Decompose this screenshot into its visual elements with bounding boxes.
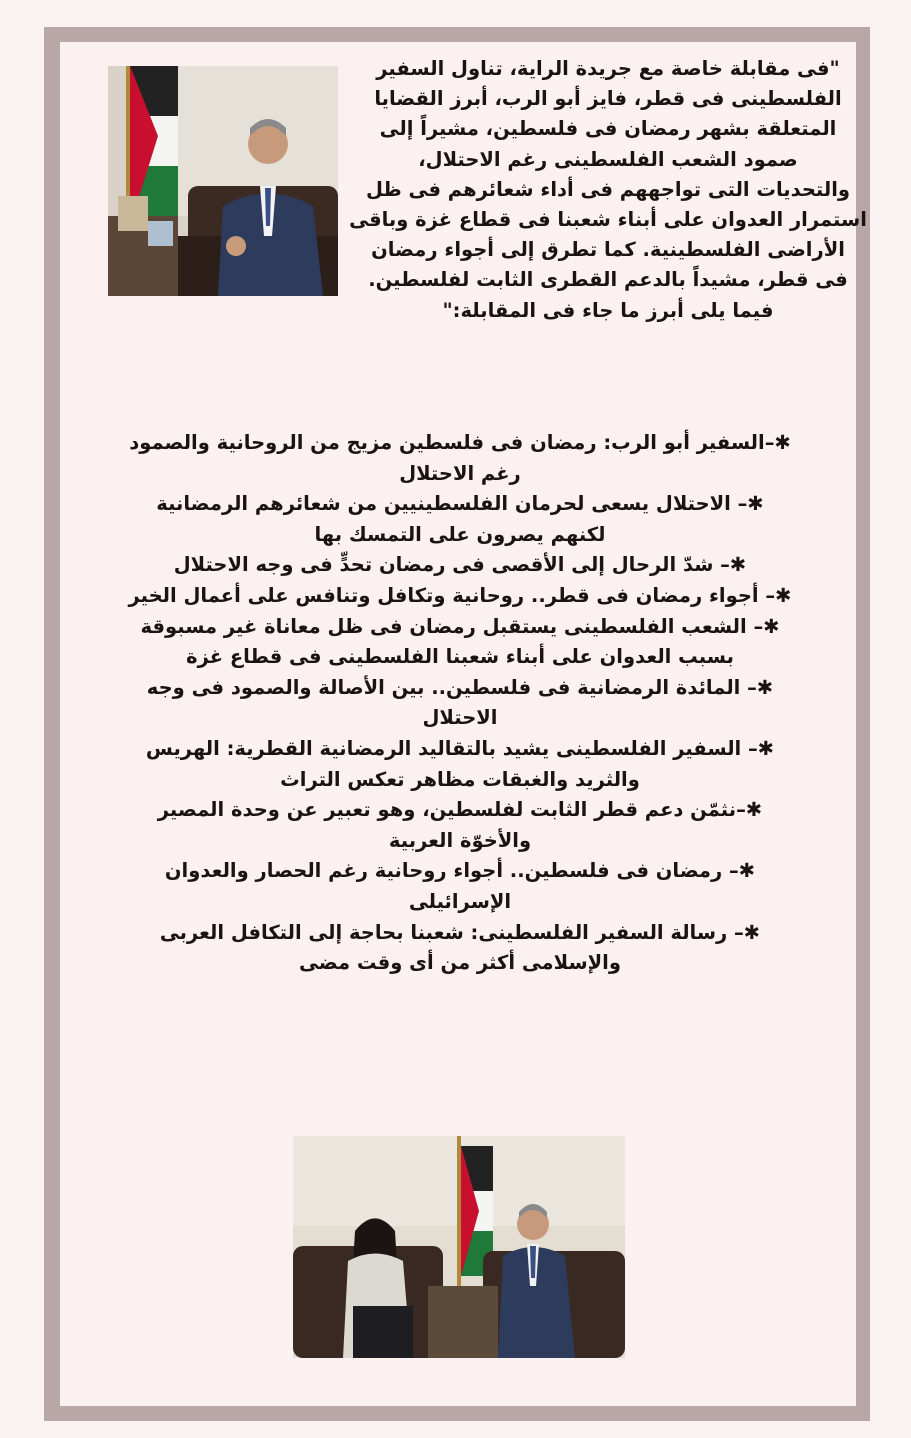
interview-intro-paragraph — [348, 54, 868, 326]
interview-headlines-list — [120, 428, 800, 979]
headline-line: ✱– المائدة الرمضانية فى فلسطين.. بين الأصالة والصمود فى وجه — [146, 675, 774, 699]
headline-item — [120, 673, 800, 734]
headline-item — [120, 428, 800, 489]
headline-line: ✱– أجواء رمضان فى قطر.. روحانية وتكافل وتنافس على أعمال الخير — [128, 583, 792, 607]
headline-item — [120, 612, 800, 673]
intro-line: فى قطر، مشيداً بالدعم القطرى الثابت لفلسطين. — [368, 268, 848, 292]
headline-line: رغم الاحتلال — [399, 461, 521, 485]
headline-item — [120, 734, 800, 795]
headline-line: والأخوّة العربية — [388, 828, 532, 852]
headline-line: ✱– شدّ الرحال إلى الأقصى فى رمضان تحدٍّ فى وجه الاحتلال — [173, 553, 747, 577]
headline-line: ✱– السفير الفلسطينى يشيد بالتقاليد الرمضانية القطرية: الهريس — [145, 736, 775, 760]
headline-line: بسبب العدوان على أبناء شعبنا الفلسطينى فى قطاع غزة — [186, 645, 734, 669]
headline-line: والإسلامى أكثر من أى وقت مضى — [299, 951, 621, 975]
headline-item — [120, 581, 800, 612]
intro-line: المتعلقة بشهر رمضان فى فلسطين، مشيراً إلى — [379, 117, 837, 141]
headline-item — [120, 856, 800, 917]
intro-line: "فى مقابلة خاصة مع جريدة الراية، تناول السفير — [376, 57, 840, 80]
headline-line: لكنهم يصرون على التمسك بها — [314, 522, 606, 546]
intro-line: والتحديات التى تواجههم فى أداء شعائرهم فى ظل — [365, 177, 851, 201]
headline-line: ✱–نثمّن دعم قطر الثابت لفلسطين، وهو تعبير عن وحدة المصير — [157, 798, 763, 822]
intro-line: الفلسطينى فى قطر، فايز أبو الرب، أبرز القضايا — [374, 87, 842, 111]
interview-scene-photo — [293, 1136, 625, 1358]
intro-line: صمود الشعب الفلسطينى رغم الاحتلال، — [418, 147, 798, 171]
headline-line: الإسرائيلى — [408, 889, 512, 913]
headline-line: ✱– الشعب الفلسطينى يستقبل رمضان فى ظل معاناة غير مسبوقة — [140, 614, 780, 638]
headline-line: الاحتلال — [422, 706, 498, 730]
intro-line: استمرار العدوان على أبناء شعبنا فى قطاع غزة وباقى — [349, 208, 867, 232]
ambassador-portrait-photo — [108, 66, 338, 296]
intro-line: فيما يلى أبرز ما جاء فى المقابلة:" — [442, 298, 774, 322]
headline-item — [120, 918, 800, 979]
intro-line: الأراضى الفلسطينية. كما تطرق إلى أجواء رمضان — [371, 238, 845, 262]
headline-line: ✱– الاحتلال يسعى لحرمان الفلسطينيين من شعائرهم الرمضانية — [156, 492, 764, 516]
headline-line: والثريد والغبقات مظاهر تعكس التراث — [280, 767, 640, 791]
headline-line: ✱– رسالة السفير الفلسطينى: شعبنا بحاجة إلى التكافل العربى — [159, 920, 761, 944]
headline-item — [120, 489, 800, 550]
headline-item — [120, 550, 800, 581]
headline-item — [120, 795, 800, 856]
headline-line: ✱– رمضان فى فلسطين.. أجواء روحانية رغم الحصار والعدوان — [164, 859, 756, 883]
headline-line: ✱–السفير أبو الرب: رمضان فى فلسطين مزيج من الروحانية والصمود — [129, 431, 791, 454]
